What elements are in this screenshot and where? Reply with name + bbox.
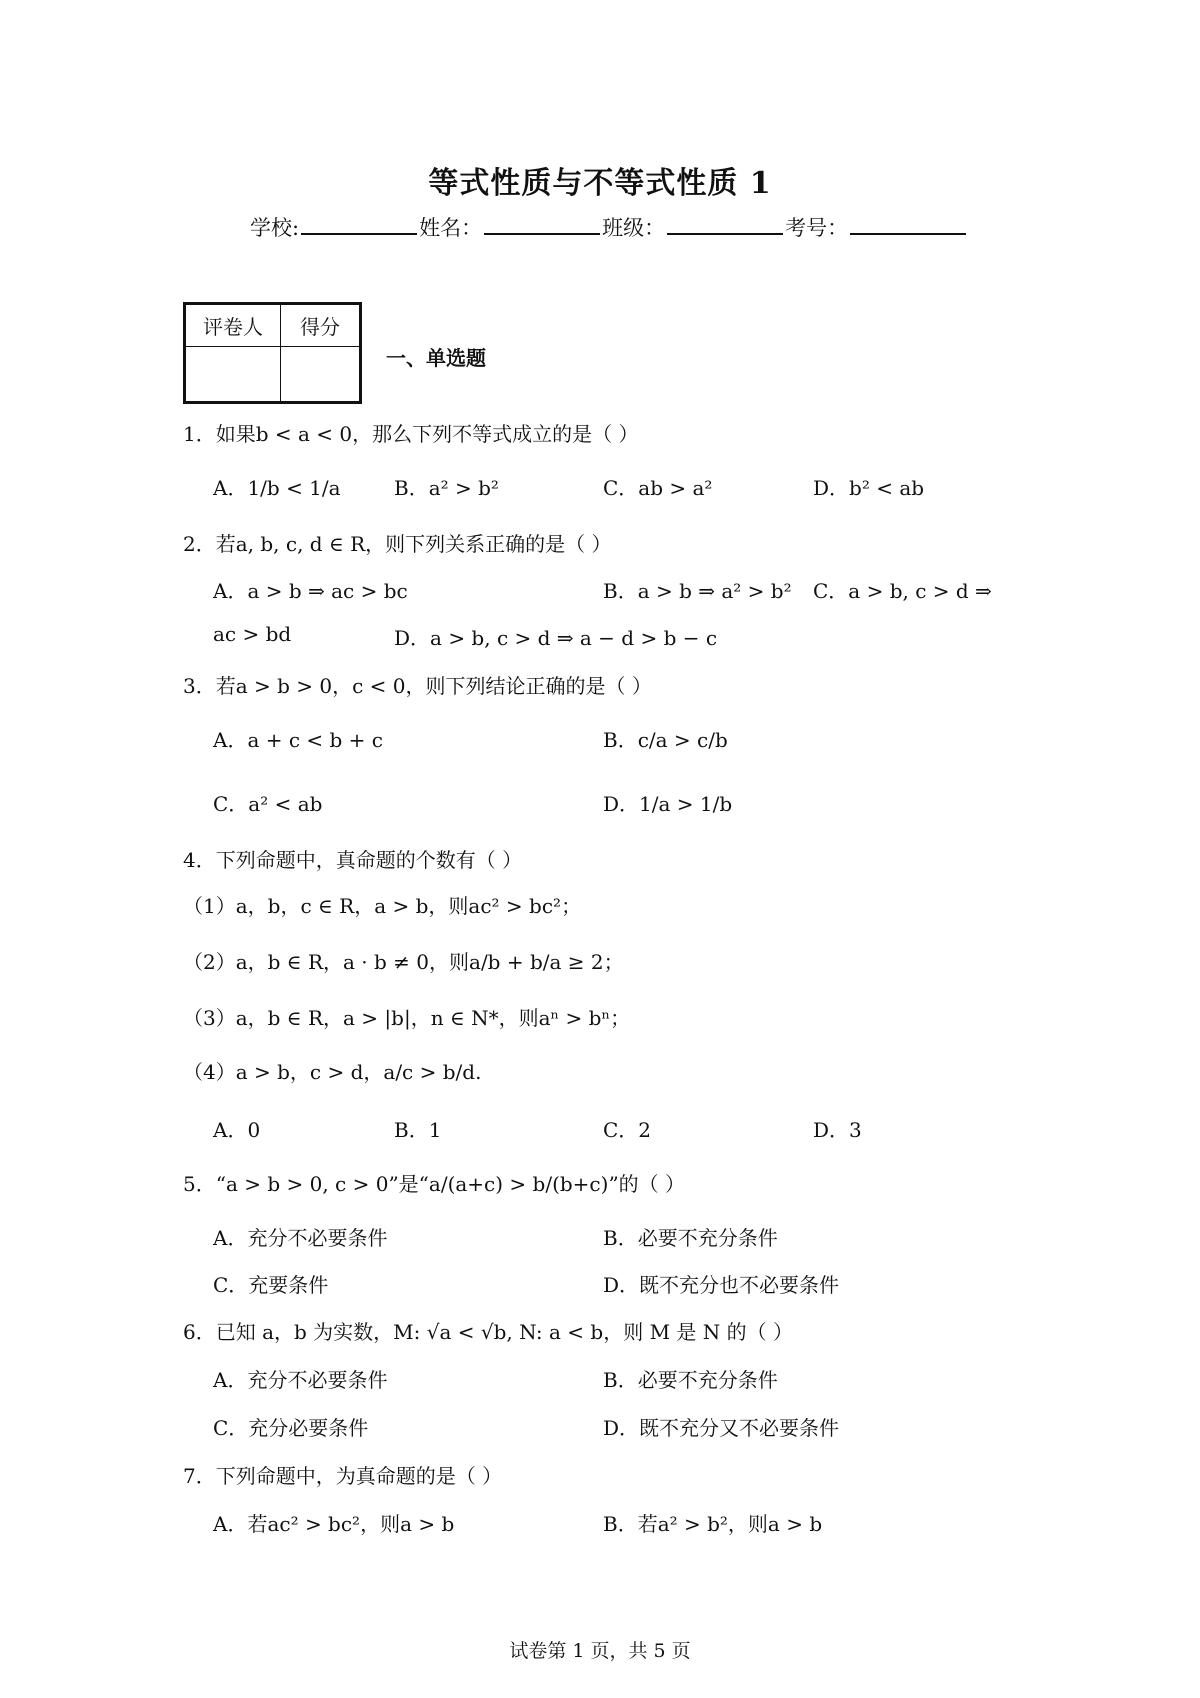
question-5-stem: 5．“a > b > 0, c > 0”是“a/(a+c) > b/(b+c)”的（ ） <box>183 1172 686 1196</box>
question-7-option-a: A．若ac² > bc²，则a > b <box>213 1512 455 1536</box>
question-3-option-c: C．a² < ab <box>213 792 323 816</box>
class-label: 班级： <box>602 216 666 240</box>
score-header: 得分 <box>281 304 361 347</box>
question-6-option-b: B．必要不充分条件 <box>603 1368 778 1392</box>
question-3-option-b: B．c/a > c/b <box>603 728 728 752</box>
question-1-option-a: A．1/b < 1/a <box>213 476 341 500</box>
question-1-stem: 1．如果b < a < 0，那么下列不等式成立的是（ ） <box>183 422 639 446</box>
question-6-option-a: A．充分不必要条件 <box>213 1368 388 1392</box>
page-footer: 试卷第 1 页，共 5 页 <box>509 1640 691 1662</box>
school-blank <box>301 213 417 235</box>
question-4-item-2: （2）a，b ∈ R，a · b ≠ 0，则a/b + b/a ≥ 2； <box>183 950 624 974</box>
question-4-stem: 4．下列命题中，真命题的个数有（ ） <box>183 848 523 872</box>
question-4-item-4: （4）a > b，c > d，a/c > b/d. <box>183 1060 482 1084</box>
question-4-item-3: （3）a，b ∈ R，a > |b|，n ∈ N*，则aⁿ > bⁿ； <box>183 1006 631 1030</box>
question-5-option-d: D．既不充分也不必要条件 <box>603 1273 840 1297</box>
question-4-option-b: B．1 <box>394 1118 442 1142</box>
question-6-option-c: C．充分必要条件 <box>213 1416 369 1440</box>
page-title: 等式性质与不等式性质 1 <box>428 166 772 201</box>
question-3-option-d: D．1/a > 1/b <box>603 792 733 816</box>
question-1-option-d: D．b² < ab <box>813 476 925 500</box>
question-4-item-1: （1）a，b，c ∈ R，a > b，则ac² > bc²； <box>183 894 582 918</box>
question-7-stem: 7．下列命题中，为真命题的是（ ） <box>183 1464 503 1488</box>
question-5-option-c: C．充要条件 <box>213 1273 329 1297</box>
question-5-option-a: A．充分不必要条件 <box>213 1226 388 1250</box>
question-1-option-b: B．a² > b² <box>394 476 499 500</box>
grader-header: 评卷人 <box>185 304 281 347</box>
name-label: 姓名： <box>419 216 483 240</box>
score-cell <box>281 347 361 403</box>
question-2-option-c-continued: ac > bd <box>213 622 292 646</box>
question-4-option-a: A．0 <box>213 1118 261 1142</box>
question-6-option-d: D．既不充分又不必要条件 <box>603 1416 840 1440</box>
question-4-option-c: C．2 <box>603 1118 652 1142</box>
question-3-stem: 3．若a > b > 0，c < 0，则下列结论正确的是（ ） <box>183 674 652 698</box>
exam-no-blank <box>850 213 966 235</box>
question-4-option-d: D．3 <box>813 1118 862 1142</box>
question-5-option-b: B．必要不充分条件 <box>603 1226 778 1250</box>
grader-table <box>183 302 362 404</box>
section-title: 一、单选题 <box>386 346 486 370</box>
question-2-option-b: B．a > b ⇒ a² > b² <box>603 579 792 603</box>
question-3-option-a: A．a + c < b + c <box>213 728 383 752</box>
question-2-option-c: C．a > b, c > d ⇒ <box>813 579 992 603</box>
name-blank <box>484 213 600 235</box>
question-2-option-d: D．a > b, c > d ⇒ a − d > b − c <box>394 626 718 650</box>
question-6-stem: 6．已知 a，b 为实数，M: √a < √b, N: a < b，则 M 是 N 的（ ） <box>183 1320 793 1344</box>
question-1-option-c: C．ab > a² <box>603 476 713 500</box>
question-2-stem: 2．若a, b, c, d ∈ R，则下列关系正确的是（ ） <box>183 532 612 556</box>
class-blank <box>667 213 783 235</box>
grader-cell <box>185 347 281 403</box>
exam-no-label: 考号： <box>785 216 849 240</box>
student-info-line <box>250 212 968 242</box>
question-7-option-b: B．若a² > b²，则a > b <box>603 1512 823 1536</box>
question-2-option-a: A．a > b ⇒ ac > bc <box>213 579 408 603</box>
school-label: 学校: <box>250 216 300 240</box>
